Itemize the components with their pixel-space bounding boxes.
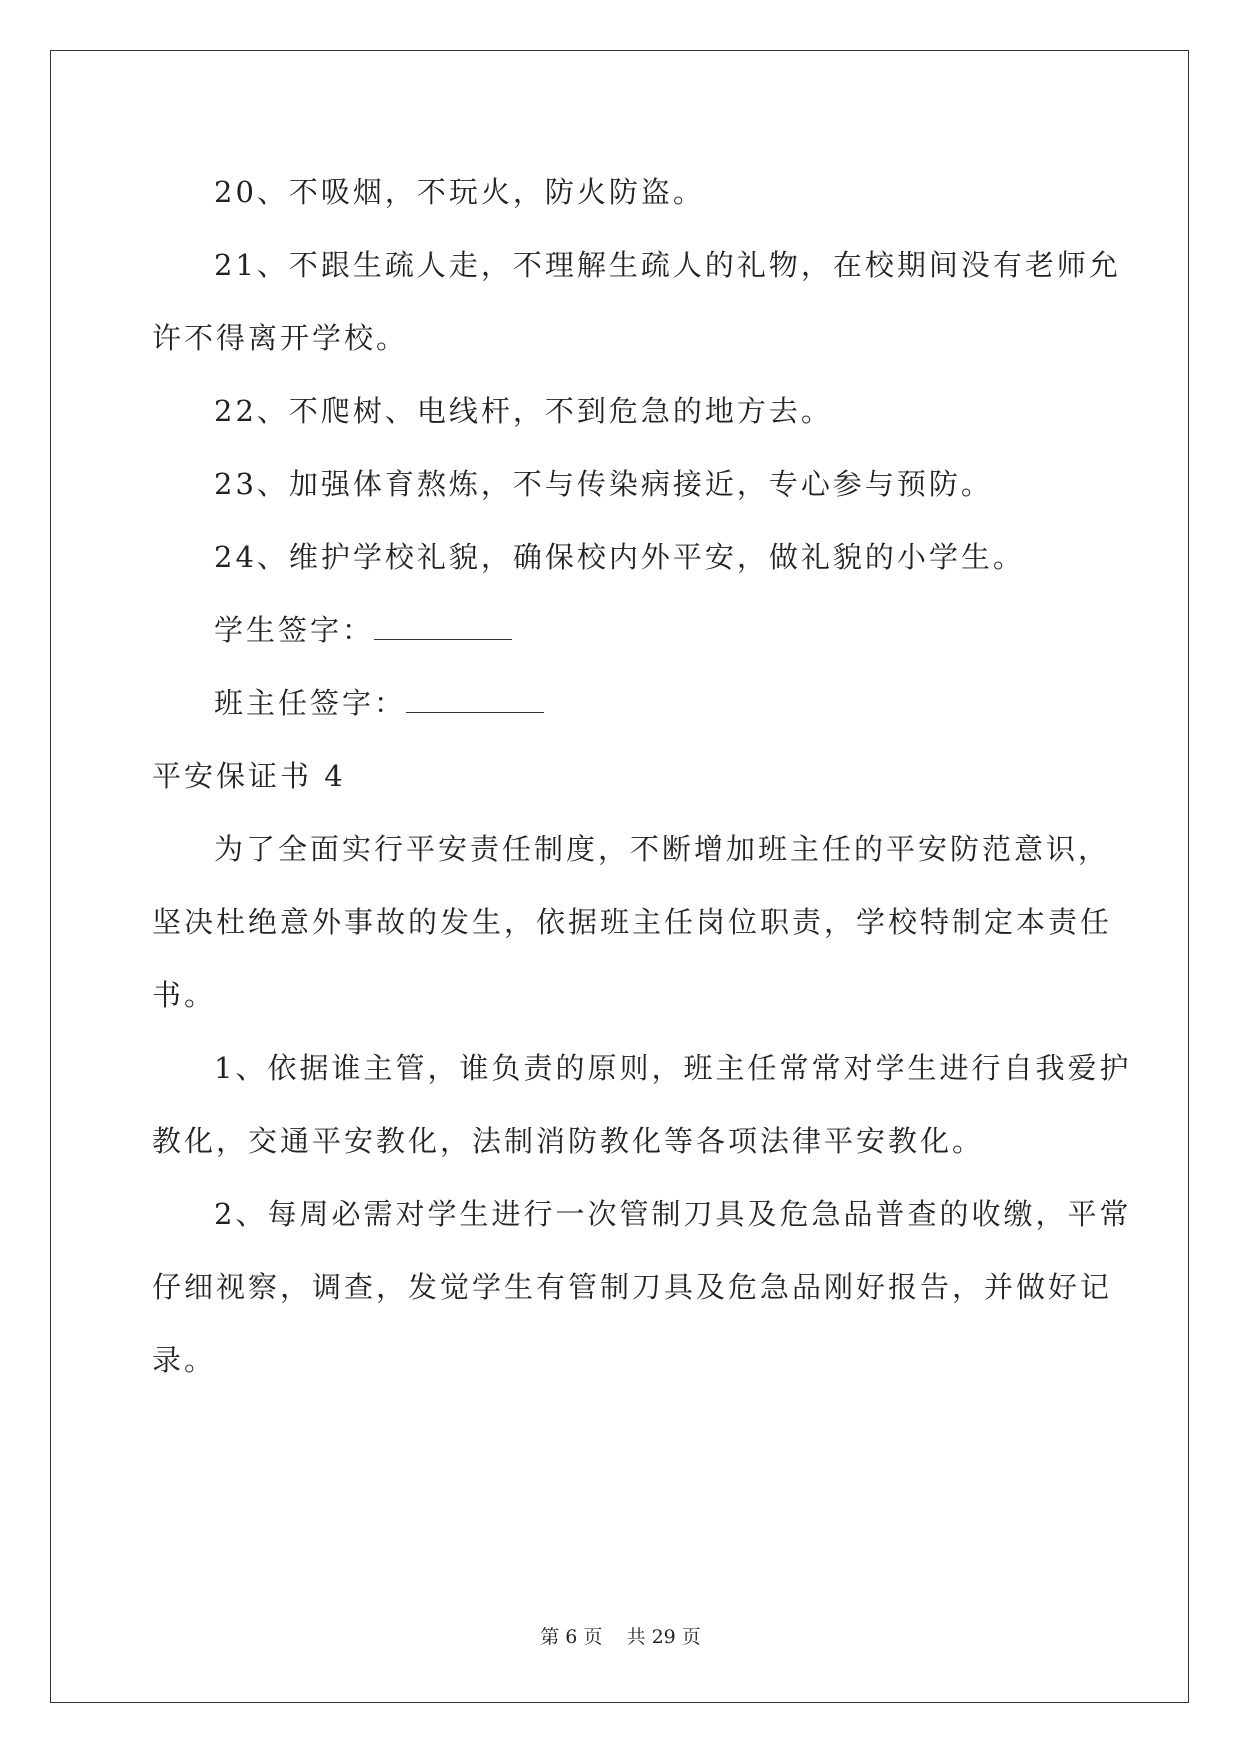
teacher-signature-line	[214, 683, 544, 723]
clause-24: 24、维护学校礼貌，确保校内外平安，做礼貌的小学生。	[214, 540, 1025, 574]
student-signature-line	[214, 610, 512, 650]
clause-23: 23、加强体育熬炼，不与传染病接近，专心参与预防。	[214, 467, 993, 501]
student-signature-blank	[374, 617, 512, 640]
item-1-line2: 教化，交通平安教化，法制消防教化等各项法律平安教化。	[152, 1124, 985, 1158]
teacher-signature-blank	[406, 690, 544, 713]
page-footer	[0, 1622, 1241, 1649]
intro-line1: 为了全面实行平安责任制度，不断增加班主任的平安防范意识，	[214, 832, 1111, 866]
clause-21-line2: 许不得离开学校。	[152, 321, 409, 355]
total-pages: 共 29 页	[626, 1626, 701, 1648]
section-title: 平安保证书 4	[152, 759, 346, 793]
student-signature-label: 学生签字：	[214, 613, 375, 647]
intro-line3: 书。	[152, 978, 217, 1012]
item-2-line3: 录。	[152, 1343, 217, 1377]
page-number: 第 6 页	[540, 1626, 603, 1648]
intro-line2: 坚决杜绝意外事故的发生，依据班主任岗位职责，学校特制定本责任	[152, 905, 1113, 939]
page-frame	[50, 50, 1189, 1703]
clause-21-line1: 21、不跟生疏人走，不理解生疏人的礼物，在校期间没有老师允	[214, 248, 1121, 282]
item-2-line1: 2、每周必需对学生进行一次管制刀具及危急品普查的收缴，平常	[214, 1197, 1132, 1231]
clause-20: 20、不吸烟，不玩火，防火防盗。	[214, 175, 705, 209]
teacher-signature-label: 班主任签字：	[214, 686, 407, 720]
item-2-line2: 仔细视察，调查，发觉学生有管制刀具及危急品刚好报告，并做好记	[152, 1270, 1113, 1304]
item-1-line1: 1、依据谁主管，谁负责的原则，班主任常常对学生进行自我爱护	[214, 1051, 1132, 1085]
clause-22: 22、不爬树、电线杆，不到危急的地方去。	[214, 394, 833, 428]
